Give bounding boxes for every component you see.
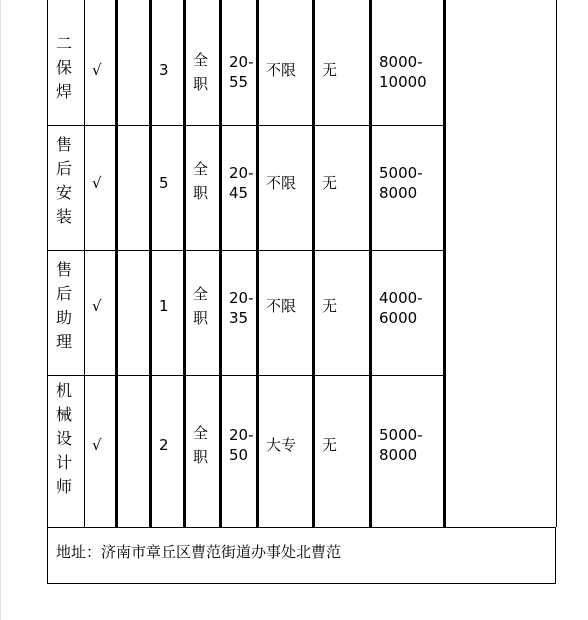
count-value: 2 <box>159 436 169 454</box>
age-cell <box>222 375 257 527</box>
count-value: 5 <box>159 174 169 192</box>
check-mark: √ <box>92 174 102 192</box>
age-value: 20- 45 <box>229 164 254 202</box>
table-row <box>47 0 446 126</box>
table-right-border <box>556 0 557 527</box>
position-name: 二 保 焊 <box>56 34 73 101</box>
education-cell <box>259 0 313 125</box>
age-cell <box>222 250 257 375</box>
job-type-cell <box>186 0 220 125</box>
salary-cell <box>372 250 444 375</box>
experience-cell <box>315 375 370 527</box>
salary-cell <box>372 0 444 125</box>
job-type-value: 全 职 <box>193 424 209 466</box>
education-cell <box>259 250 313 375</box>
table-row <box>47 250 446 376</box>
age-value: 20- 50 <box>229 426 254 464</box>
position-cell <box>47 125 85 250</box>
check-mark: √ <box>92 436 102 454</box>
salary-value: 8000- 10000 <box>379 53 427 91</box>
salary-cell <box>372 125 444 250</box>
age-value: 20- 55 <box>229 53 254 91</box>
address-row <box>47 527 556 584</box>
page-edge <box>0 0 1 620</box>
education-cell <box>259 125 313 250</box>
job-type-cell <box>186 125 220 250</box>
count-cell <box>152 250 184 375</box>
position-name: 售 后 安 装 <box>56 135 73 226</box>
job-type-value: 全 职 <box>193 51 209 93</box>
education-cell <box>259 375 313 527</box>
position-name: 机 械 设 计 师 <box>56 381 73 496</box>
experience-value: 无 <box>322 297 338 315</box>
count-value: 3 <box>159 61 169 79</box>
job-type-cell <box>186 375 220 527</box>
salary-value: 5000- 8000 <box>379 426 423 464</box>
check-cell <box>85 250 116 375</box>
check-cell <box>85 0 116 125</box>
blank-cell <box>118 250 150 375</box>
position-cell <box>47 0 85 125</box>
experience-cell <box>315 0 370 125</box>
position-cell <box>47 375 85 527</box>
table-row <box>47 125 446 251</box>
age-cell <box>222 125 257 250</box>
job-type-value: 全 职 <box>193 160 209 202</box>
blank-cell <box>118 125 150 250</box>
age-value: 20- 35 <box>229 289 254 327</box>
salary-value: 4000- 6000 <box>379 289 423 327</box>
position-name: 售 后 助 理 <box>56 260 73 351</box>
job-type-value: 全 职 <box>193 285 209 327</box>
education-value: 大专 <box>266 436 297 454</box>
check-cell <box>85 125 116 250</box>
count-cell <box>152 375 184 527</box>
check-mark: √ <box>92 297 102 315</box>
experience-cell <box>315 125 370 250</box>
education-value: 不限 <box>266 174 297 192</box>
position-cell <box>47 250 85 375</box>
table-row <box>47 375 446 528</box>
blank-cell <box>118 0 150 125</box>
check-cell <box>85 375 116 527</box>
experience-value: 无 <box>322 61 338 79</box>
education-value: 不限 <box>266 297 297 315</box>
experience-value: 无 <box>322 436 338 454</box>
count-cell <box>152 125 184 250</box>
job-type-cell <box>186 250 220 375</box>
count-value: 1 <box>159 297 169 315</box>
age-cell <box>222 0 257 125</box>
salary-cell <box>372 375 444 527</box>
salary-value: 5000- 8000 <box>379 164 423 202</box>
address-text: 地址：济南市章丘区曹范街道办事处北曹范 <box>56 543 342 561</box>
education-value: 不限 <box>266 61 297 79</box>
blank-cell <box>118 375 150 527</box>
experience-value: 无 <box>322 174 338 192</box>
count-cell <box>152 0 184 125</box>
experience-cell <box>315 250 370 375</box>
check-mark: √ <box>92 61 102 79</box>
